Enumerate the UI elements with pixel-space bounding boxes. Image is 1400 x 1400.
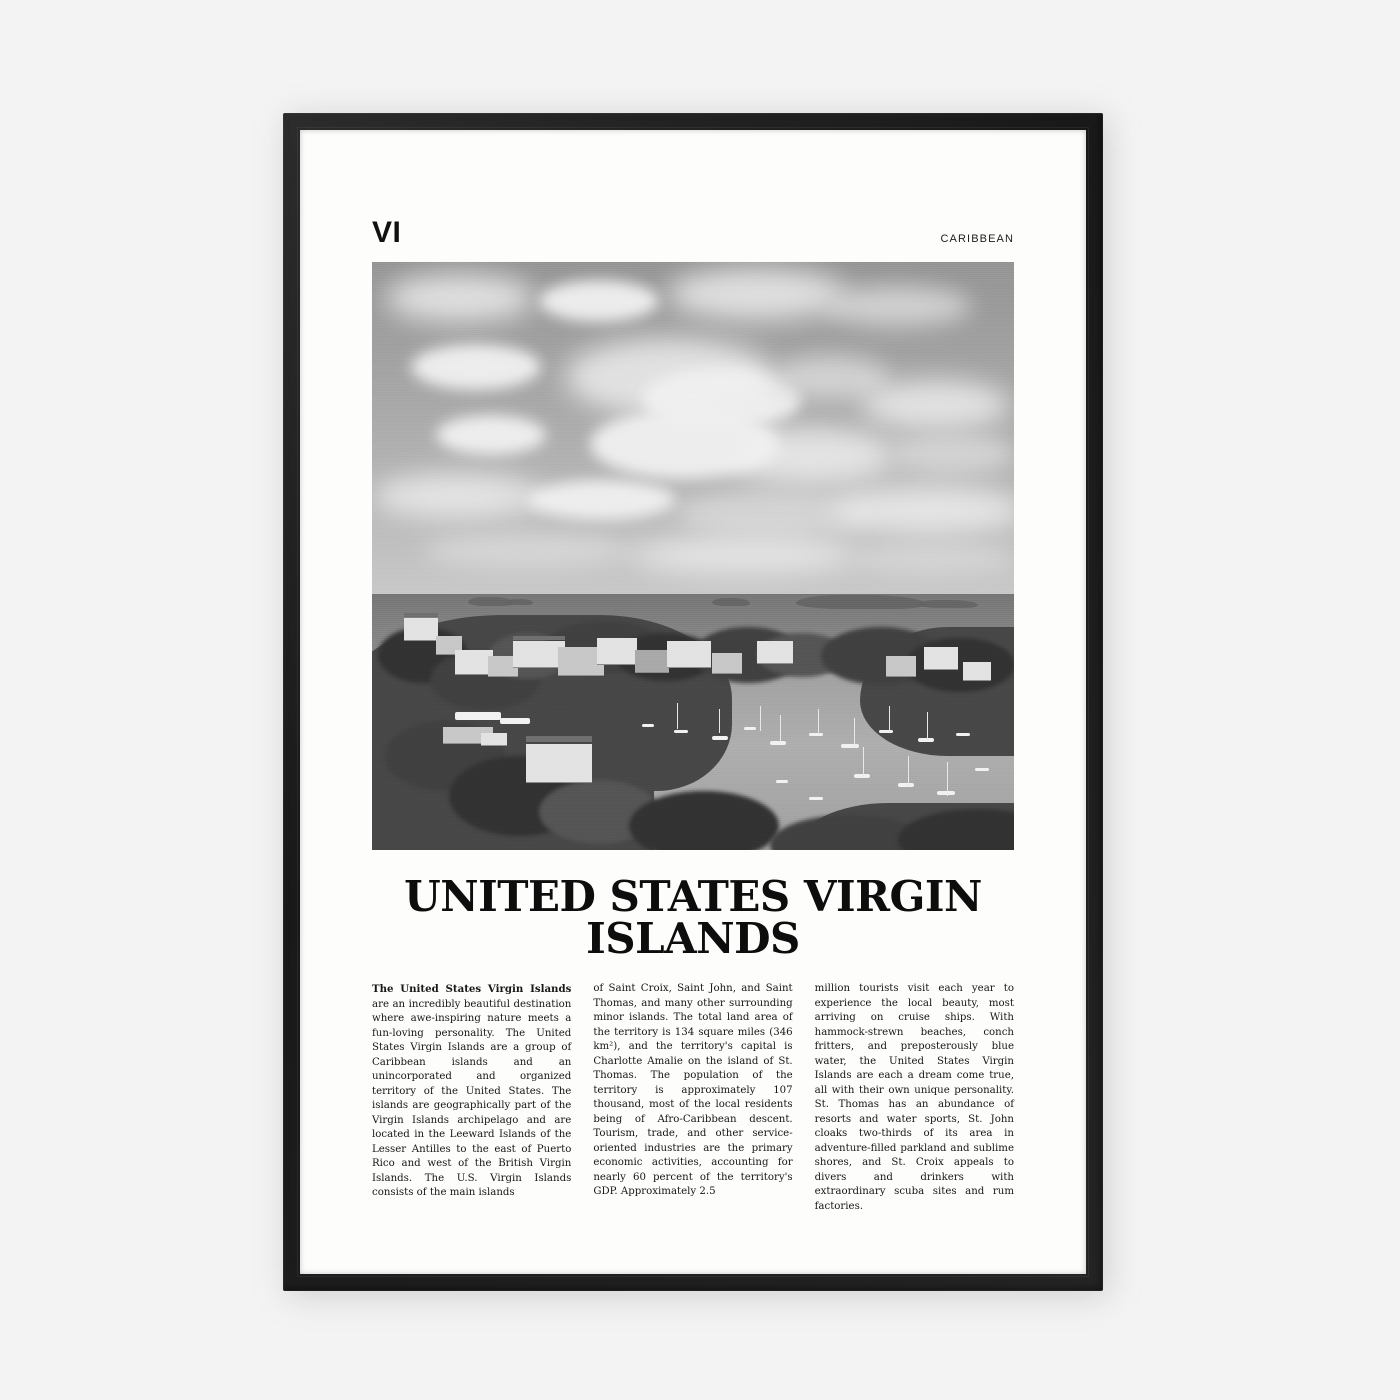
building — [526, 744, 592, 782]
poster-content — [300, 130, 1086, 1274]
cloud-shape — [372, 474, 542, 518]
building — [963, 662, 991, 680]
sailboat — [770, 741, 786, 745]
sailboat-mast — [947, 762, 948, 796]
sailboat — [898, 783, 914, 787]
building — [924, 647, 958, 669]
cloud-shape — [539, 280, 659, 322]
sailboat-mast — [854, 718, 855, 748]
sailboat — [674, 730, 688, 733]
sailboat — [809, 797, 823, 800]
roof — [513, 636, 565, 640]
article-column-1 — [372, 982, 571, 1214]
sailboat — [956, 733, 970, 736]
cloud-shape — [423, 533, 633, 569]
building — [712, 653, 742, 673]
sailboat — [879, 730, 893, 733]
sailboat-mast — [677, 703, 678, 729]
sailboat-mast — [818, 709, 819, 735]
distant-island — [507, 599, 533, 605]
building — [481, 733, 507, 745]
distant-island — [712, 598, 750, 606]
cloud-shape — [834, 486, 1014, 534]
sailboat-mast — [719, 709, 720, 733]
article-columns — [372, 982, 1014, 1214]
sailboat — [776, 780, 788, 783]
sailboat-mast — [908, 756, 909, 786]
poster-header — [372, 218, 1014, 248]
cloud-shape — [886, 433, 1014, 475]
roof — [404, 613, 438, 617]
article-column-3: million tourists visit each year to experience the local beauty, most arriving on cruise ships. With hammock-strewn beaches, conch fritters, and preposterously blue water, the United States Virgin Islands are each a dream come true, all with their own unique personality. St. Thomas has an abundance of resorts and water sports, St. John cloaks two-thirds of its area in adventure-filled parkland and sublime shores, and St. Croix appeals to divers and drinkers with extraordinary scuba sites and rum factories. — [814, 983, 1014, 1212]
cloud-shape — [725, 427, 895, 485]
article-lead-in: The United States Virgin Islands — [372, 983, 572, 996]
vegetation — [905, 638, 1014, 692]
sailboat-mast — [889, 706, 890, 732]
building — [635, 650, 669, 672]
cloud-shape — [385, 274, 535, 322]
ferry-boat — [500, 718, 530, 724]
article-column-1-text: are an incredibly beautiful destination where awe-inspiring nature meets a fun-loving personality. The United States Virgin Islands are a group of Caribbean islands and an unincorporated and organized territory of the United States. The islands are geographically part of the Virgin Islands archipelago and are located in the Leeward Islands of the Lesser Antilles to the east of Puerto Rico and west of the British Virgin Islands. The U.S. Virgin Islands consists of the main islands — [372, 998, 572, 1199]
ferry-boat — [455, 712, 501, 720]
picture-frame — [283, 113, 1103, 1291]
building — [597, 638, 637, 664]
page-title: UNITED STATES VIRGIN ISLANDS — [404, 872, 982, 964]
building — [886, 656, 916, 676]
poster-code: VI — [372, 216, 402, 249]
vegetation — [629, 791, 779, 850]
poster-region-label: CARIBBEAN — [940, 233, 1014, 245]
sailboat — [854, 774, 870, 778]
cloud-shape — [526, 480, 676, 520]
roof — [526, 736, 592, 742]
sailboat — [809, 733, 823, 736]
building — [404, 618, 438, 640]
sailboat — [975, 768, 989, 771]
cloud-shape — [411, 344, 541, 390]
sailboat-mast — [780, 715, 781, 743]
sailboat — [841, 744, 859, 748]
cloud-shape — [667, 268, 847, 320]
article-column-2: of Saint Croix, Saint John, and Saint Thomas, and many other surrounding minor islands. The total land area of the territory is 134 square miles (346 km²), and the territory's capital is Charlotte Amalie on the island of St. Thomas. The population of the territory is approximately 107 thousand, most of the local residents being of Afro-Caribbean descent. Tourism, trade, and other service-oriented industries are the primary economic activities, accounting for nearly 60 percent of the territory's GDP. Approximately 2.5 — [593, 983, 793, 1198]
cloud-shape — [436, 415, 546, 455]
poster-paper — [300, 130, 1086, 1274]
distant-island — [796, 595, 926, 609]
sailboat — [642, 724, 654, 727]
sailboat — [744, 727, 756, 730]
building — [757, 641, 793, 663]
sailboat-mast — [760, 706, 761, 731]
sailboat — [712, 736, 728, 740]
sailboat — [918, 738, 934, 742]
building — [667, 641, 711, 667]
sailboat-mast — [863, 747, 864, 777]
sailboat-mast — [927, 712, 928, 741]
poster-photograph — [372, 262, 1014, 850]
distant-island — [918, 600, 978, 608]
cloud-shape — [821, 286, 971, 326]
cloud-shape — [860, 380, 1010, 430]
